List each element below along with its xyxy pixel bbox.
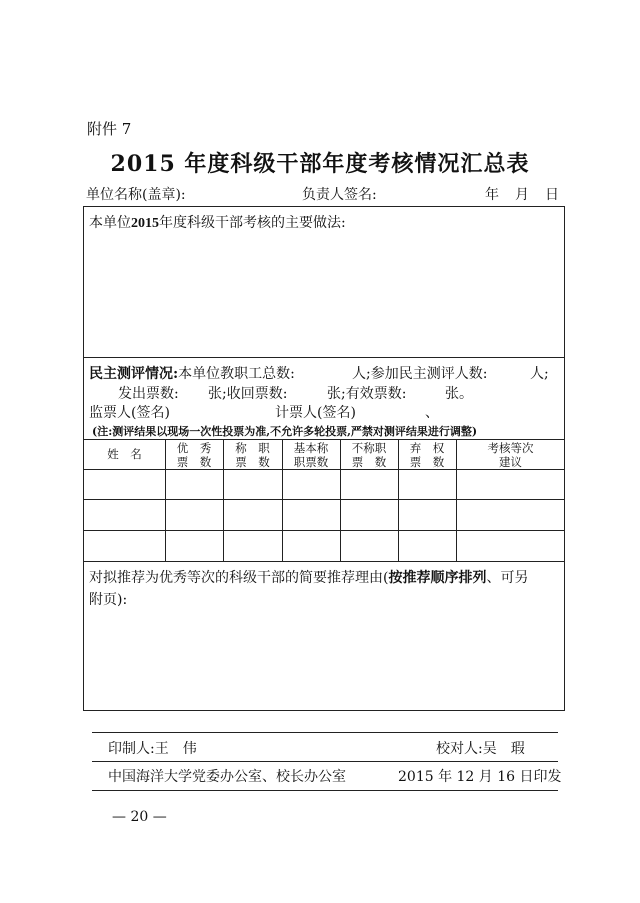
evaluation-note: (注:测评结果以现场一次性投票为准,不允许多轮投票,严禁对测评结果进行调整) (92, 425, 478, 438)
page-title: 2015 年度科级干部年度考核情况汇总表 (110, 151, 530, 177)
evaluation-participants: 人;参加民主测评人数: (352, 366, 488, 382)
issuing-office: 中国海洋大学党委办公室、校长办公室 (108, 769, 346, 785)
footer-bottom-rule (92, 790, 558, 791)
footer-top-rule (92, 732, 558, 733)
owner-signature-label: 负责人签名: (302, 187, 377, 203)
valid-ballots-unit: 张。 (445, 386, 473, 402)
evaluation-line-1 (89, 363, 295, 383)
issue-date: 2015 年 12 月 16 日印发 (398, 769, 562, 785)
column-header-name: 姓 名 (107, 447, 142, 461)
year-label: 年 (485, 187, 499, 203)
column-header-grade-suggestion: 考核等次 建议 (487, 441, 534, 469)
month-label: 月 (515, 187, 529, 203)
table-top-border (83, 439, 565, 440)
evaluation-staff-total: 本单位教职工总数: (178, 366, 295, 382)
table-bottom-border (83, 561, 565, 562)
recommend-reason-line-2: 附页): (89, 592, 128, 608)
evaluation-heading: 民主测评情况: (89, 366, 179, 382)
main-practice-heading (89, 212, 346, 232)
ballot-monitor-label: 监票人(签名) (89, 405, 170, 421)
proofreader-label: 校对人:吴 瑕 (436, 741, 525, 757)
table-row-border (83, 499, 565, 500)
column-header-abstain: 弃 权 票 数 (409, 441, 445, 469)
recommend-reason-line-1: 对拟推荐为优秀等次的科级干部的简要推荐理由(按推荐顺序排列、可另 (89, 570, 529, 586)
column-header-competent: 称 职 票 数 (235, 441, 270, 469)
printer-label: 印制人:王 伟 (108, 741, 197, 757)
evaluation-person-unit: 人; (530, 366, 549, 382)
unit-name-label: 单位名称(盖章): (86, 187, 186, 203)
main-practice-year: 2015 (131, 216, 159, 231)
column-header-basically-competent: 基本称 职票数 (293, 441, 329, 469)
recommend-order-emphasis: 按推荐顺序排列 (388, 570, 487, 586)
returned-ballots-label: 张;收回票数: (208, 386, 288, 402)
valid-ballots-label: 张;有效票数: (327, 386, 407, 402)
table-header-border (83, 469, 565, 470)
ballot-counter-label: 计票人(签名) (275, 405, 356, 421)
column-header-excellent: 优 秀 票 数 (176, 441, 212, 469)
issued-ballots-label: 发出票数: (118, 386, 179, 402)
attachment-label: 附件 7 (87, 120, 132, 138)
counter-separator: 、 (425, 405, 439, 421)
page-number: — 20 — (112, 809, 167, 825)
main-practice-suffix: 年度科级干部考核的主要做法: (159, 215, 346, 231)
divider (83, 357, 565, 358)
footer-middle-rule (92, 761, 558, 762)
main-practice-prefix: 本单位 (89, 215, 131, 231)
day-label: 日 (545, 187, 559, 203)
table-row-border (83, 530, 565, 531)
column-header-incompetent: 不称职 票 数 (351, 441, 387, 469)
